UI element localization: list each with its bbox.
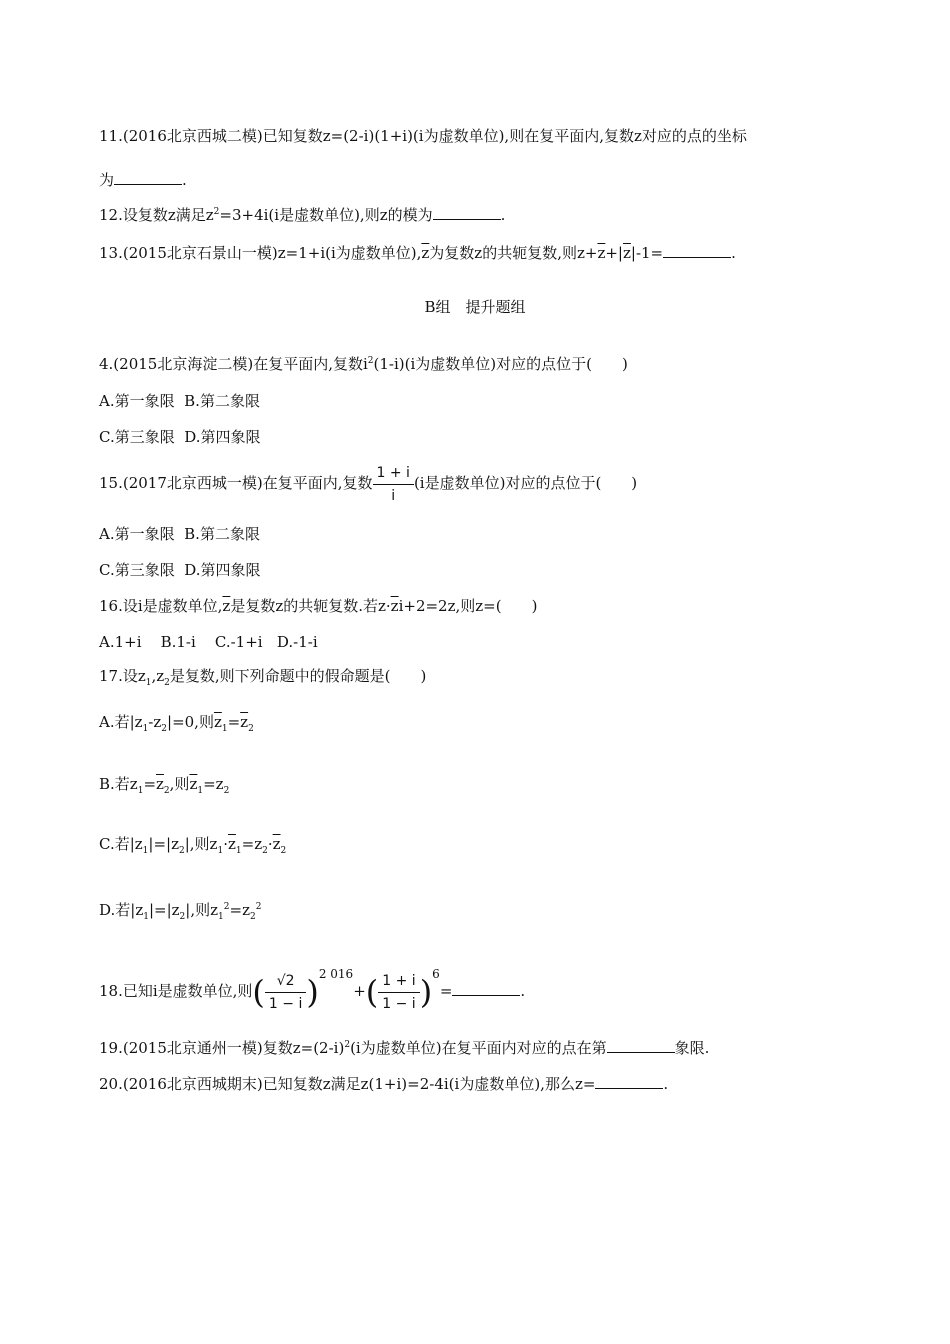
question-15-options-cd — [99, 560, 261, 580]
z-conjugate: $\overline{z}$ — [622, 244, 631, 262]
question-4-options-ab — [99, 391, 260, 411]
question-13: 13.(2015北京石景山一模)z=1+i(i为虚数单位)$,\overline{z}$为复数z的共轭复数,则$z+\overline{z}+|\overline{z}|-1=$ . — [99, 241, 736, 263]
option-a: A.第一象限 — [99, 392, 175, 410]
z-conjugate: $\overline{z}$ — [222, 597, 231, 615]
answer-blank — [452, 979, 520, 996]
fraction: $\frac{1 + i}{1 - i}$ — [378, 970, 419, 1015]
answer-blank — [114, 168, 182, 185]
z-conjugate: $\overline{z}$ — [240, 713, 249, 731]
z-conjugate: $\overline{z}$ — [213, 713, 222, 731]
z-conjugate: $\overline{z}$ — [189, 775, 198, 793]
exponent: 2 016 — [318, 967, 354, 981]
question-12: 12.设复数z满足$z^2=3+4i(i$是虚数单位),则z的模为 . — [99, 203, 505, 225]
z-conjugate: $\overline{z}$ — [227, 835, 236, 853]
option-c: C.第三象限 — [99, 428, 175, 446]
option-a: A.第一象限 — [99, 525, 175, 543]
group-b-title: B组 提升题组 — [424, 298, 526, 316]
option-b: B.第二象限 — [184, 525, 260, 543]
question-17-option-b: B.若$z_1=\overline{z}_2$,则$\overline{z}_1=z_2$ — [99, 775, 230, 796]
question-18: 18.已知i是虚数单位,则( $\frac{√2}{1 - i}$ )$^{2 016}$+( $\frac{1 + i}{1 - i}$ )$^6$= . — [99, 944, 525, 1004]
question-19: 19.(2015北京通州一模)复数$z=(2-i)^2(i$为虚数单位)在复平面内对应的点在第 象限. — [99, 1036, 709, 1058]
question-11-line2: 为 . — [99, 168, 187, 190]
answer-blank — [433, 203, 501, 220]
exponent: 6 — [432, 967, 440, 981]
option-b: B.1-i — [160, 633, 196, 651]
z-conjugate: $\overline{z}$ — [390, 597, 399, 615]
option-a: A.1+i — [99, 633, 142, 651]
question-16-options — [99, 632, 318, 652]
option-d: D.第四象限 — [184, 561, 261, 579]
question-11-text: 11.(2016北京西城二模)已知复数z=(2-i)(1+i)(i为虚数单位),则在复平面内,复数z对应的点的坐标 — [99, 127, 747, 145]
z-conjugate: $\overline{z}$ — [272, 835, 281, 853]
question-17-option-c: C.若$|z_1|=|z_2|$,则$z_1\cdot\overline{z}_1=z_2\cdot\overline{z}_2$ — [99, 835, 287, 856]
z-conjugate: $\overline{z}$ — [156, 775, 164, 793]
question-4-options-cd — [99, 427, 261, 447]
question-17: 17.设$z_1,z_2$是复数,则下列命题中的假命题是( ) — [99, 667, 427, 688]
question-4: 4.(2015北京海淀二模)在复平面内,复数$i^2(1-i)(i$为虚数单位)对应的点位于( ) — [99, 355, 628, 373]
answer-blank — [607, 1036, 675, 1053]
question-17-option-a: A.若$|z_1-z_2|=0$,则$\overline{z}_1=\overline{z}_2$ — [99, 713, 254, 734]
option-d: D.第四象限 — [184, 428, 261, 446]
fraction-sqrt2: $\frac{√2}{1 - i}$ — [265, 970, 306, 1015]
z-conjugate: $\overline{z}$ — [421, 244, 430, 262]
z-conjugate: $\overline{z}$ — [597, 244, 606, 262]
question-15-options-ab — [99, 524, 260, 544]
option-d: D.-1-i — [276, 633, 318, 651]
option-b: B.第二象限 — [184, 392, 260, 410]
question-20: 20.(2016北京西城期末)已知复数z满足z(1+i)=2-4i(i为虚数单位),那么z= . — [99, 1072, 668, 1094]
question-11 — [99, 126, 747, 146]
question-17-option-d: D.若$|z_1|=|z_2|$,则$z_1^2=z_2^2$ — [99, 901, 262, 922]
question-16: 16.设i是虚数单位$,\overline{z}$是复数z的共轭复数.若$z\cdot\overline{z}i+2=2z$,则z=( ) — [99, 597, 538, 615]
question-15: 15.(2017北京西城一模)在复平面内,复数 $\frac{1 + i}{i}$ (i是虚数单位)对应的点位于( ) — [99, 461, 637, 507]
option-c: C.-1+i — [214, 633, 263, 651]
option-c: C.第三象限 — [99, 561, 175, 579]
fraction: $\frac{1 + i}{i}$ — [373, 462, 414, 507]
answer-blank — [595, 1072, 663, 1089]
answer-blank — [663, 241, 731, 258]
